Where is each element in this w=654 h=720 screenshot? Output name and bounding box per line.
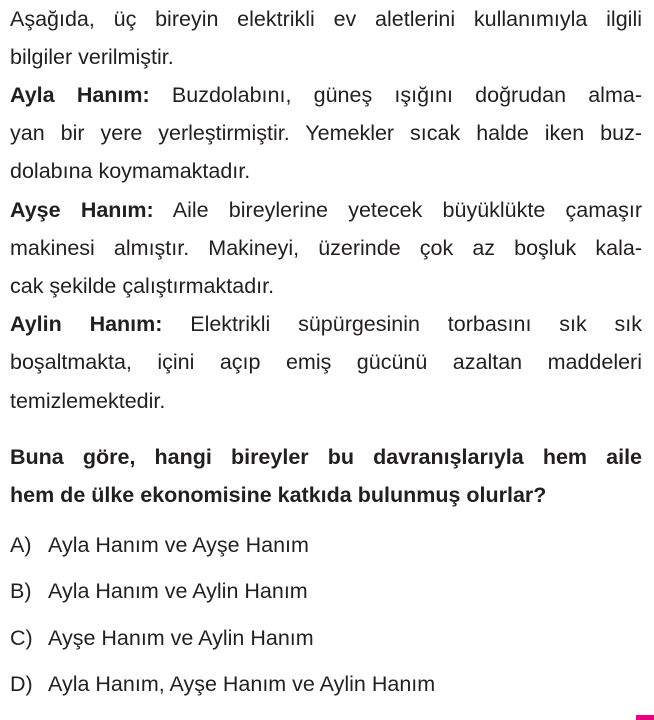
statement-aylin-name: Aylin Hanım: — [10, 312, 163, 337]
question-line-2: hem de ülke ekonomisine katkıda bulunmuş olurlar? — [10, 482, 547, 507]
page-corner-mark — [636, 715, 654, 720]
option-b-letter: B) — [10, 579, 32, 604]
option-d-letter: D) — [10, 672, 33, 696]
statement-ayla-line-3: dolabına koymamaktadır. — [10, 159, 251, 184]
statement-ayla-name: Ayla Hanım: — [10, 83, 150, 107]
statement-ayse-line-1 — [10, 191, 642, 229]
question-page — [10, 0, 642, 707]
statement-ayla — [10, 76, 642, 191]
option-c-text: Ayşe Hanım ve Aylin Hanım — [48, 625, 314, 650]
option-a-letter: A) — [10, 532, 32, 557]
option-d-text: Ayla Hanım, Ayşe Hanım ve Aylin Hanım — [48, 672, 436, 696]
intro-line-2: bilgiler verilmiştir. — [10, 45, 174, 69]
statement-ayse-name: Ayşe Hanım: — [10, 197, 154, 222]
statement-ayse — [10, 191, 642, 306]
statement-ayla-line-1-text: Buzdolabını, güneş ışığını doğrudan alma- — [149, 83, 642, 107]
statement-ayse-line-2: makinesi almıştır. Makineyi, üzerinde çok az boşluk kala- — [10, 235, 642, 260]
question-stem — [10, 438, 642, 514]
statement-ayse-line-1-text: Aile bireylerine yetecek büyüklükte çamaşır — [153, 197, 642, 222]
intro-line-1: Aşağıda, üç bireyin elektrikli ev aletlerini kullanımıyla ilgili — [10, 7, 642, 31]
statement-ayla-line-2: yan bir yere yerleştirmiştir. Yemekler sıcak halde iken buz- — [10, 121, 642, 146]
option-a-text: Ayla Hanım ve Ayşe Hanım — [48, 532, 309, 557]
statement-ayse-line-3: cak şekilde çalıştırmaktadır. — [10, 274, 275, 299]
statement-aylin — [10, 305, 642, 420]
statement-aylin-line-1 — [10, 305, 642, 343]
answer-options — [10, 522, 642, 708]
option-c-letter: C) — [10, 625, 33, 650]
statement-aylin-line-3: temizlemektedir. — [10, 388, 166, 413]
option-c[interactable] — [10, 615, 642, 661]
option-d[interactable] — [10, 661, 642, 707]
statement-aylin-line-2: boşaltmakta, içini açıp emiş gücünü azaltan maddeleri — [10, 350, 642, 375]
option-a[interactable] — [10, 522, 642, 568]
intro-paragraph — [10, 0, 642, 76]
option-b[interactable] — [10, 568, 642, 614]
statement-aylin-line-1-text: Elektrikli süpürgesinin torbasını sık sık — [162, 312, 642, 337]
question-line-1: Buna göre, hangi bireyler bu davranışlarıyla hem aile — [10, 444, 642, 469]
option-b-text: Ayla Hanım ve Aylin Hanım — [48, 579, 308, 604]
statement-ayla-line-1 — [10, 76, 642, 114]
